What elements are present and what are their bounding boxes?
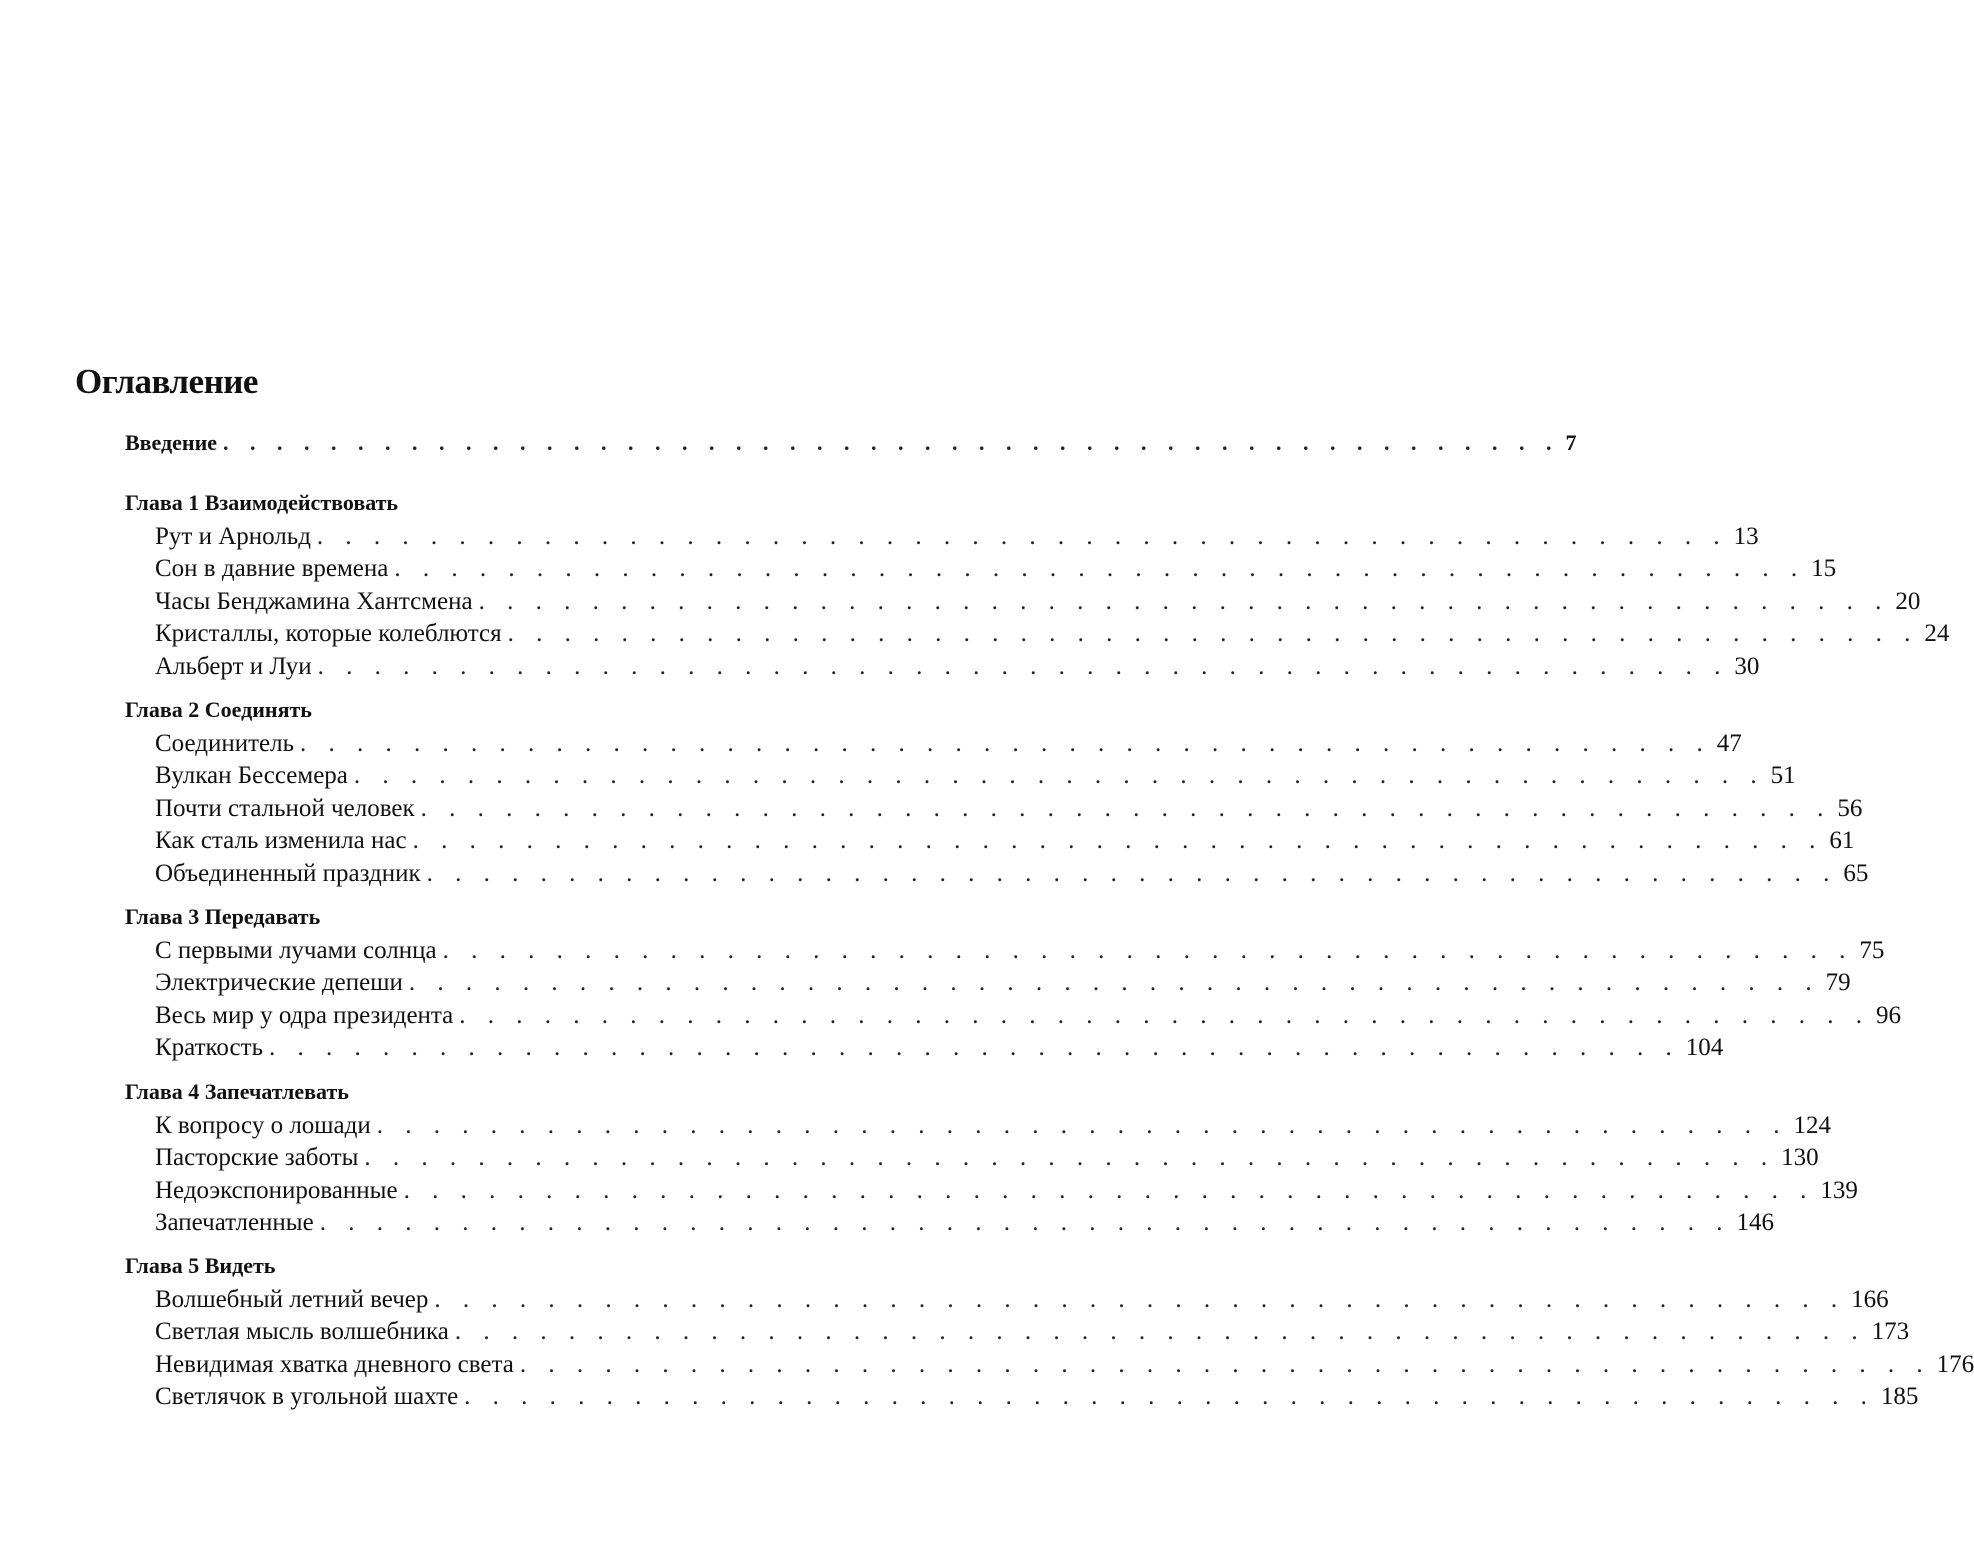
- page-number: 24: [1924, 620, 1950, 647]
- chapter-heading[interactable]: Глава 3 Передавать: [125, 904, 321, 929]
- dot-leader: . . . . . . . . . . . . . . . . . . . . . . . . . . . . . . . . . . . . . . . . . . . . . . . . . .: [376, 1112, 1788, 1139]
- toc-entry[interactable]: [155, 554, 1837, 584]
- entry-title: Запечатленные: [155, 1209, 314, 1236]
- entry-title: Электрические депеши: [155, 969, 403, 996]
- entry-title: С первыми лучами солнца: [155, 937, 437, 964]
- dot-leader: . . . . . . . . . . . . . . . . . . . . . . . . . . . . . . . . . . . . . . . . . . . . . . . . . .: [459, 1002, 1870, 1029]
- entry-title: Светлая мысль волшебника: [155, 1318, 449, 1345]
- dot-leader: . . . . . . . . . . . . . . . . . . . . . . . . . . . . . . . . . . . . . . . . . . . . . . . . . .: [353, 762, 1765, 789]
- toc-entry[interactable]: [155, 587, 1921, 617]
- toc-entry[interactable]: [155, 936, 1885, 966]
- chapter-heading[interactable]: Глава 4 Запечатлевать: [125, 1079, 349, 1104]
- chapter-heading[interactable]: Глава 5 Видеть: [125, 1253, 276, 1278]
- page-number: 15: [1811, 555, 1837, 582]
- dot-leader: . . . . . . . . . . . . . . . . . . . . . . . . . . . . . . . . . . . . . . . . . . . . . . . . . .: [464, 1383, 1875, 1410]
- page-number: 75: [1859, 937, 1885, 964]
- toc-entry[interactable]: [155, 1285, 1889, 1315]
- toc-entry[interactable]: [155, 859, 1869, 889]
- entry-title: Рут и Арнольд: [155, 523, 311, 550]
- page-number: 124: [1793, 1112, 1831, 1139]
- page-number: 51: [1770, 762, 1796, 789]
- page-number: 173: [1871, 1318, 1910, 1345]
- page-number: 65: [1843, 860, 1869, 887]
- toc-entry[interactable]: [155, 1111, 1831, 1141]
- dot-leader: . . . . . . . . . . . . . . . . . . . . . . . . . . . . . . . . . . . . . . . . . . . . . . . . . .: [364, 1144, 1776, 1171]
- page-number: 30: [1734, 653, 1760, 680]
- entry-title: Введение: [125, 430, 218, 455]
- dot-leader: . . . . . . . . . . . . . . . . . . . . . . . . . . . . . . . . . . . . . . . . . . . . . . . . . .: [412, 827, 1824, 854]
- toc-entry[interactable]: [155, 729, 1742, 759]
- entry-title: Невидимая хватка дневного света: [155, 1351, 514, 1378]
- dot-leader: . . . . . . . . . . . . . . . . . . . . . . . . . . . . . . . . . . . . . . . . . . . . . . . . . .: [316, 523, 1728, 550]
- toc-entry[interactable]: [155, 1176, 1858, 1206]
- dot-leader: . . . . . . . . . . . . . . . . . . . . . . . . . . . . . . . . . . . . . . . . . . . . . . . . . .: [403, 1177, 1815, 1204]
- entry-title: Кристаллы, которые колеблются: [155, 620, 502, 647]
- page-number: 13: [1733, 523, 1759, 550]
- dot-leader: . . . . . . . . . . . . . . . . . . . . . . . . . . . . . . . . . . . . . . . . . . . . . . . . . .: [454, 1318, 1866, 1345]
- toc-entry[interactable]: [155, 1350, 1974, 1380]
- page-number: 47: [1716, 730, 1742, 757]
- dot-leader: . . . . . . . . . . . . . . . . . . . . . . . . . . . . . . . . . . . . . . . . . . . . . . . . . .: [426, 860, 1838, 887]
- toc-entry[interactable]: [155, 1208, 1774, 1238]
- toc-entry[interactable]: [155, 826, 1855, 856]
- page-number: 20: [1895, 588, 1921, 615]
- entry-title: Пасторские заботы: [155, 1144, 359, 1171]
- toc-entry[interactable]: [155, 794, 1863, 824]
- page-number: 61: [1829, 827, 1855, 854]
- page-number: 166: [1851, 1286, 1889, 1313]
- entry-title: Весь мир у одра президента: [155, 1002, 454, 1029]
- page-number: 79: [1825, 969, 1851, 996]
- entry-title: Объединенный праздник: [155, 860, 421, 887]
- page-number: 56: [1837, 795, 1863, 822]
- chapter-heading[interactable]: Глава 1 Взаимодействовать: [125, 490, 399, 515]
- toc-entry[interactable]: [155, 1317, 1910, 1347]
- entry-title: Часы Бенджамина Хантсмена: [155, 588, 473, 615]
- toc-entry[interactable]: [155, 1143, 1819, 1173]
- entry-title: Сон в давние времена: [155, 555, 389, 582]
- toc-entry[interactable]: [155, 1033, 1724, 1063]
- entry-title: Волшебный летний вечер: [155, 1286, 429, 1313]
- page-number: 185: [1880, 1383, 1919, 1410]
- entry-title: Соединитель: [155, 730, 295, 757]
- toc-entry[interactable]: [155, 1001, 1901, 1031]
- dot-leader: . . . . . . . . . . . . . . . . . . . . . . . . . . . . . . . . . . . . . . . . . . . . . . . . . .: [268, 1034, 1680, 1061]
- toc-entry[interactable]: [155, 619, 1950, 649]
- entry-title: К вопросу о лошади: [155, 1112, 371, 1139]
- dot-leader: . . . . . . . . . . . . . . . . . . . . . . . . . . . . . . . . . . . . . . . . . . . . . . . . . .: [420, 795, 1832, 822]
- dot-leader: . . . . . . . . . . . . . . . . . . . . . . . . . . . . . . . . . . . . . . . . . . . . . . . . . .: [507, 620, 1919, 647]
- dot-leader: . . . . . . . . . . . . . . . . . . . . . . . . . . . . . . . . . . . . . . . . . . . . . . . . . .: [319, 1209, 1731, 1236]
- dot-leader: . . . . . . . . . . . . . . . . . . . . . . . . . . . . . . . . . . . . . . . . . . . . . . . . . .: [434, 1286, 1846, 1313]
- toc-entry[interactable]: [155, 1382, 1919, 1412]
- toc-entry[interactable]: [155, 652, 1760, 682]
- toc-entry[interactable]: [155, 522, 1759, 552]
- toc-entry[interactable]: [155, 968, 1851, 998]
- page-number: 7: [1565, 430, 1577, 455]
- dot-leader: . . . . . . . . . . . . . . . . . . . . . . . . . . . . . . . . . . . . . . . . . . . . . . . . . .: [223, 430, 1560, 455]
- toc-entry-intro[interactable]: [125, 428, 1577, 458]
- entry-title: Вулкан Бессемера: [155, 762, 348, 789]
- dot-leader: . . . . . . . . . . . . . . . . . . . . . . . . . . . . . . . . . . . . . . . . . . . . . . . . . .: [300, 730, 1711, 757]
- entry-title: Недоэкспонированные: [155, 1177, 398, 1204]
- page-number: 104: [1685, 1034, 1724, 1061]
- dot-leader: . . . . . . . . . . . . . . . . . . . . . . . . . . . . . . . . . . . . . . . . . . . . . . . . . .: [317, 653, 1729, 680]
- entry-title: Светлячок в угольной шахте: [155, 1383, 459, 1410]
- entry-title: Почти стальной человек: [155, 795, 415, 822]
- chapter-heading[interactable]: Глава 2 Соединять: [125, 697, 312, 722]
- page-title: Оглавление: [75, 362, 258, 401]
- dot-leader: . . . . . . . . . . . . . . . . . . . . . . . . . . . . . . . . . . . . . . . . . . . . . . . . . .: [519, 1351, 1931, 1378]
- entry-title: Краткость: [155, 1034, 263, 1061]
- page-number: 130: [1781, 1144, 1819, 1171]
- toc-entry[interactable]: [155, 761, 1796, 791]
- page-number: 176: [1936, 1351, 1974, 1378]
- page-number: 96: [1876, 1002, 1901, 1029]
- page-number: 146: [1736, 1209, 1774, 1236]
- dot-leader: . . . . . . . . . . . . . . . . . . . . . . . . . . . . . . . . . . . . . . . . . . . . . . . . . .: [478, 588, 1890, 615]
- page-number: 139: [1820, 1177, 1858, 1204]
- dot-leader: . . . . . . . . . . . . . . . . . . . . . . . . . . . . . . . . . . . . . . . . . . . . . . . . . .: [408, 969, 1820, 996]
- dot-leader: . . . . . . . . . . . . . . . . . . . . . . . . . . . . . . . . . . . . . . . . . . . . . . . . . .: [394, 555, 1806, 582]
- entry-title: Как сталь изменила нас: [155, 827, 407, 854]
- dot-leader: . . . . . . . . . . . . . . . . . . . . . . . . . . . . . . . . . . . . . . . . . . . . . . . . . .: [442, 937, 1854, 964]
- entry-title: Альберт и Луи: [155, 653, 312, 680]
